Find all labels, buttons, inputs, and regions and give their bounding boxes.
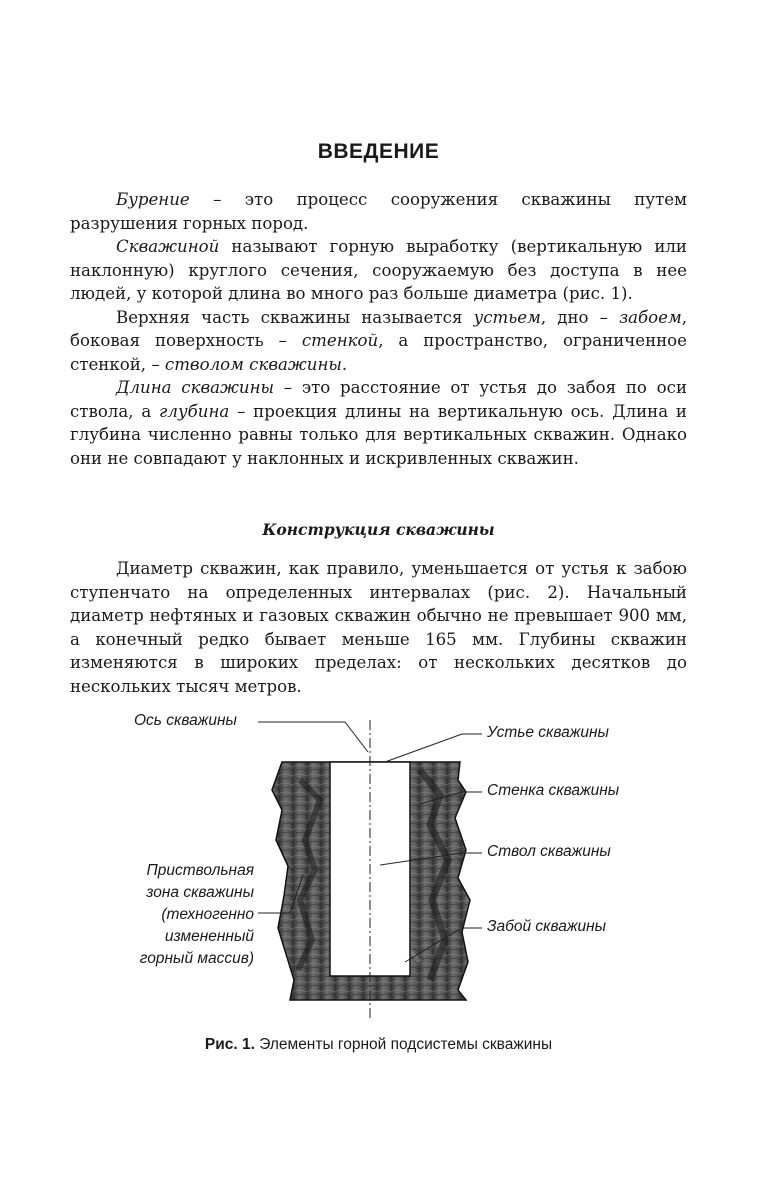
text-span: – проекция длины на вертикальную ось. Длина и глубина численно равны только для вертикальных скважин. Однако они не совпадают у наклонных и искривленных скважин.	[70, 401, 687, 468]
paragraph-drilling	[70, 188, 687, 235]
intro-text	[70, 188, 687, 470]
label-zone-line: (техногенно	[161, 906, 254, 923]
term-depth: глубина	[159, 401, 230, 421]
paragraph-well	[70, 235, 687, 306]
label-zone-line: зона скважины	[146, 884, 254, 901]
paragraph-text: – это процесс сооружения скважины путем разрушения горных пород.	[70, 190, 687, 233]
label-mouth: Устье скважины	[487, 724, 609, 741]
label-axis: Ось скважины	[134, 712, 237, 729]
paragraph-text: называют горную выработку (вертикальную или наклонную) круглого сечения, сооружаемую без доступа в нее людей, у которой длина во много раз больше диаметра (рис. 1).	[70, 237, 687, 303]
text-span: Верхняя часть скважины называется	[116, 307, 474, 327]
text-span: – это расстояние от устья до забоя по оси ствола, а	[70, 378, 687, 421]
leader-mouth	[385, 734, 482, 762]
label-bore: Ствол скважины	[487, 843, 611, 860]
leader-axis	[258, 722, 368, 752]
paragraph-diameter: Диаметр скважин, как правило, уменьшается от устья к забою ступенчато на определенных интервалах (рис. 2). Начальный диаметр нефтяных и газовых скважин обычно не превышает 900 мм, а конечный редко бывает меньше 165 мм. Глубины скважин изменяются в широких пределах: от нескольких десятков до нескольких тысяч метров.	[70, 559, 687, 696]
page-title: ВВЕДЕНИЕ	[317, 140, 440, 163]
figure-well-elements	[0, 700, 757, 1030]
text-span: , боковая поверхность –	[70, 307, 687, 350]
section-title: Конструкция скважины	[262, 520, 495, 539]
caption-number: Рис. 1.	[204, 1036, 255, 1053]
term-well: Скважиной	[116, 237, 220, 256]
term-drilling: Бурение	[116, 190, 190, 209]
text-span: , дно –	[540, 307, 620, 327]
term-bore: стволом скважины	[164, 354, 342, 374]
label-zone-line: измененный	[164, 928, 254, 945]
term-mouth: устьем	[473, 307, 541, 327]
caption-text: Элементы горной подсистемы скважины	[254, 1036, 553, 1053]
label-zone-line: горный массив)	[139, 950, 254, 967]
term-bottom: забоем	[619, 307, 682, 327]
paragraph-parts	[70, 306, 687, 377]
text-span: , а пространство, ограниченное стенкой, –	[70, 331, 687, 374]
section-text	[70, 557, 687, 698]
label-bottom: Забой скважины	[487, 918, 607, 935]
paragraph-length	[70, 376, 687, 470]
label-wall: Стенка скважины	[487, 782, 620, 799]
figure-caption	[0, 1036, 757, 1054]
text-span: .	[341, 354, 348, 374]
label-zone-line: Приствольная	[146, 862, 254, 879]
label-zone	[112, 860, 254, 970]
term-wall: стенкой	[301, 331, 379, 350]
term-length: Длина скважины	[116, 378, 275, 397]
